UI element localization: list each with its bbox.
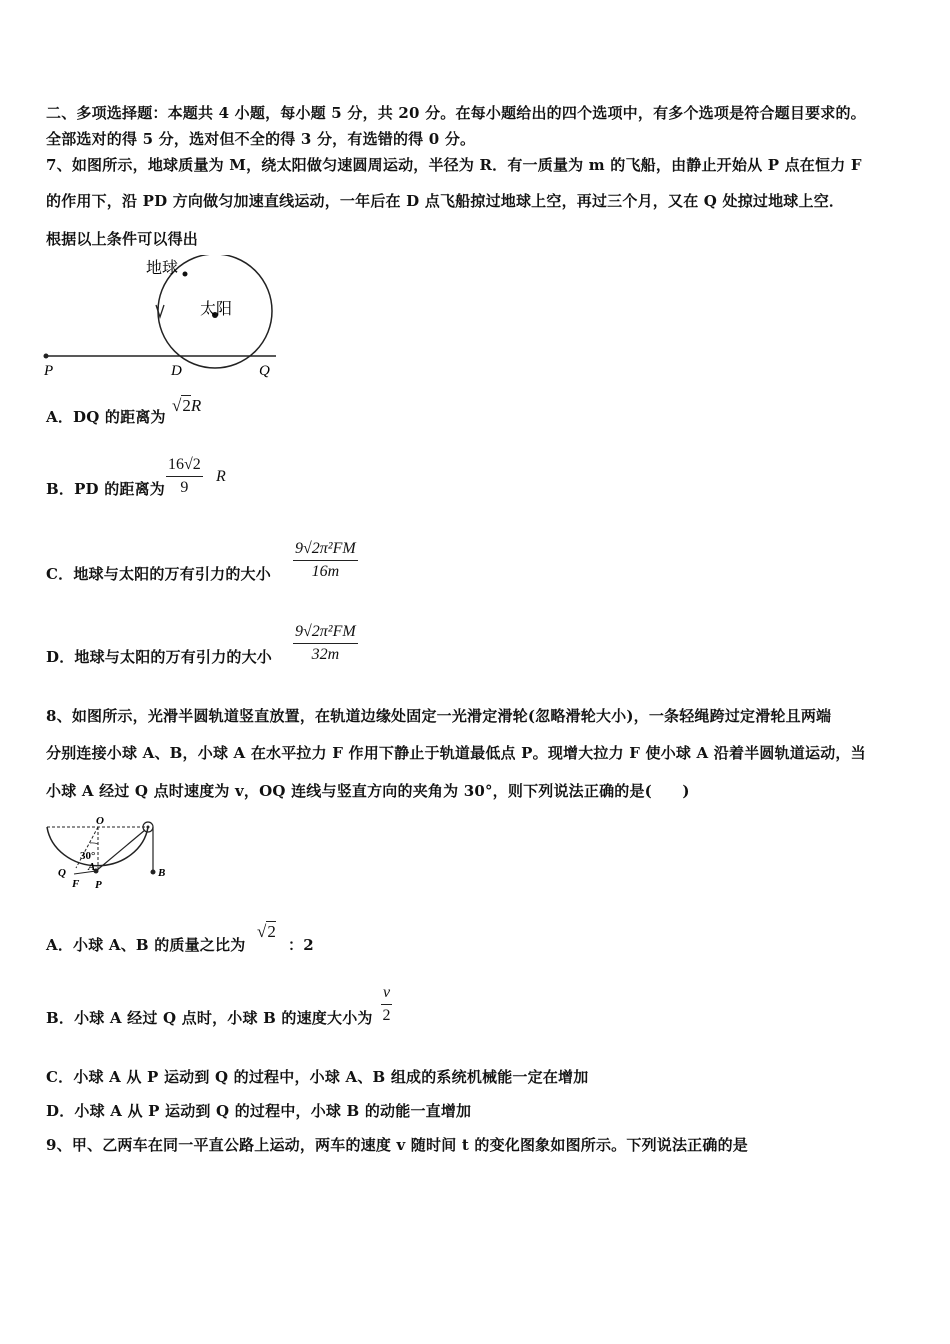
q7-option-b-denominator: 9 <box>180 479 189 496</box>
q7-option-a-sqrt: 2 <box>182 396 191 415</box>
q7-orbit-figure <box>40 255 290 380</box>
section-header-line2: 全部选对的得 5 分，选对但不全的得 3 分，有选错的得 0 分。 <box>46 130 476 148</box>
q8-option-b-fraction <box>381 984 392 1025</box>
section-header-line1: 二、多项选择题：本题共 4 小题，每小题 5 分，共 20 分。在每小题给出的四个选项中，有多个选项是符合题目要求的。 <box>46 104 866 122</box>
q7-option-c-denominator: 16m <box>311 563 340 580</box>
q8-option-b-denominator: 2 <box>382 1007 391 1024</box>
q8-option-b <box>46 1007 373 1028</box>
q8-track-figure <box>40 812 180 892</box>
q8-rope-to-a <box>96 830 145 871</box>
q8-p-label: P <box>95 879 102 891</box>
q7-stem-line1: 7、如图所示，地球质量为 M，绕太阳做匀速圆周运动，半径为 R．有一质量为 m 的飞船，由静止开始从 P 点在恒力 F <box>46 156 862 174</box>
q8-option-c: C．小球 A 从 P 运动到 Q 的过程中，小球 A、B 组成的系统机械能一定在增加 <box>46 1068 589 1086</box>
q8-o-label: O <box>96 815 104 827</box>
q8-option-a-text: A．小球 A、B 的质量之比为 <box>46 936 246 954</box>
q7-option-d <box>46 646 272 667</box>
q7-option-c-text: C．地球与太阳的万有引力的大小 <box>46 565 271 583</box>
q7-stem-line2: 的作用下，沿 PD 方向做匀加速直线运动，一年后在 D 点飞船掠过地球上空，再过三个月，又在 Q 处掠过地球上空． <box>46 192 845 210</box>
q8-option-a-math: √2 <box>257 922 276 941</box>
q7-option-c <box>46 563 271 584</box>
q8-angle-label: 30° <box>80 850 96 862</box>
q7-option-c-numerator: 9√2π²FM <box>293 540 358 561</box>
q8-angle-arc <box>90 843 98 844</box>
q7-point-p-dot <box>44 354 49 359</box>
q8-pulley-axle <box>147 826 150 829</box>
q7-q-label: Q <box>259 363 270 379</box>
q8-stem-line3: 小球 A 经过 Q 点时速度为 v，OQ 连线与竖直方向的夹角为 30°，则下列说法正确的是( ) <box>46 782 690 800</box>
q8-stem-line1: 8、如图所示，光滑半圆轨道竖直放置，在轨道边缘处固定一光滑定滑轮(忽略滑轮大小)，一条轻绳跨过定滑轮且两端 <box>46 707 832 725</box>
q7-earth-label: 地球 <box>146 260 179 277</box>
q9-stem-line1: 9、甲、乙两车在同一平直公路上运动，两车的速度 v 随时间 t 的变化图象如图所示。下列说法正确的是 <box>46 1136 748 1154</box>
q7-option-b-fraction <box>166 456 203 497</box>
q7-direction-arrow <box>156 305 164 317</box>
q8-option-b-text: B．小球 A 经过 Q 点时，小球 B 的速度大小为 <box>46 1009 373 1027</box>
q8-a-label: A <box>88 861 96 873</box>
q7-option-b <box>46 478 165 499</box>
q7-option-b-text: B．PD 的距离为 <box>46 480 165 498</box>
q7-option-b-tail: R <box>216 468 226 485</box>
q8-option-a <box>46 934 245 955</box>
q7-option-a <box>46 406 166 427</box>
q7-option-d-numerator: 9√2π²FM <box>293 623 358 644</box>
q8-option-a-sqrt: 2 <box>267 922 276 941</box>
q7-option-a-math: √2R <box>172 396 202 415</box>
q7-stem-line3: 根据以上条件可以得出 <box>46 230 199 248</box>
q8-stem-line2: 分别连接小球 A、B，小球 A 在水平拉力 F 作用下静止于轨道最低点 P。现增大拉力 F 使小球 A 沿着半圆轨道运动，当 <box>46 744 866 762</box>
q8-ball-b <box>151 870 156 875</box>
q7-option-d-denominator: 32m <box>311 646 340 663</box>
q8-f-label: F <box>72 878 80 890</box>
q8-option-d: D．小球 A 从 P 运动到 Q 的过程中，小球 B 的动能一直增加 <box>46 1102 472 1120</box>
q7-option-b-numerator: 16√2 <box>166 456 203 477</box>
q7-p-label: P <box>44 363 54 379</box>
q7-earth-dot <box>183 272 188 277</box>
q7-option-a-tail: R <box>190 396 202 415</box>
q8-b-label: B <box>158 867 166 879</box>
q8-option-a-tail: ：2 <box>288 936 314 954</box>
q8-option-b-numerator: v <box>381 984 392 1005</box>
q7-option-d-fraction <box>293 623 358 664</box>
q7-option-d-text: D．地球与太阳的万有引力的大小 <box>46 648 273 666</box>
q7-sun-label: 太阳 <box>200 301 233 318</box>
q7-d-label: D <box>171 363 182 379</box>
q7-option-a-text: A．DQ 的距离为 <box>46 408 166 426</box>
q7-option-c-fraction <box>293 540 358 581</box>
q8-q-label: Q <box>58 867 66 879</box>
